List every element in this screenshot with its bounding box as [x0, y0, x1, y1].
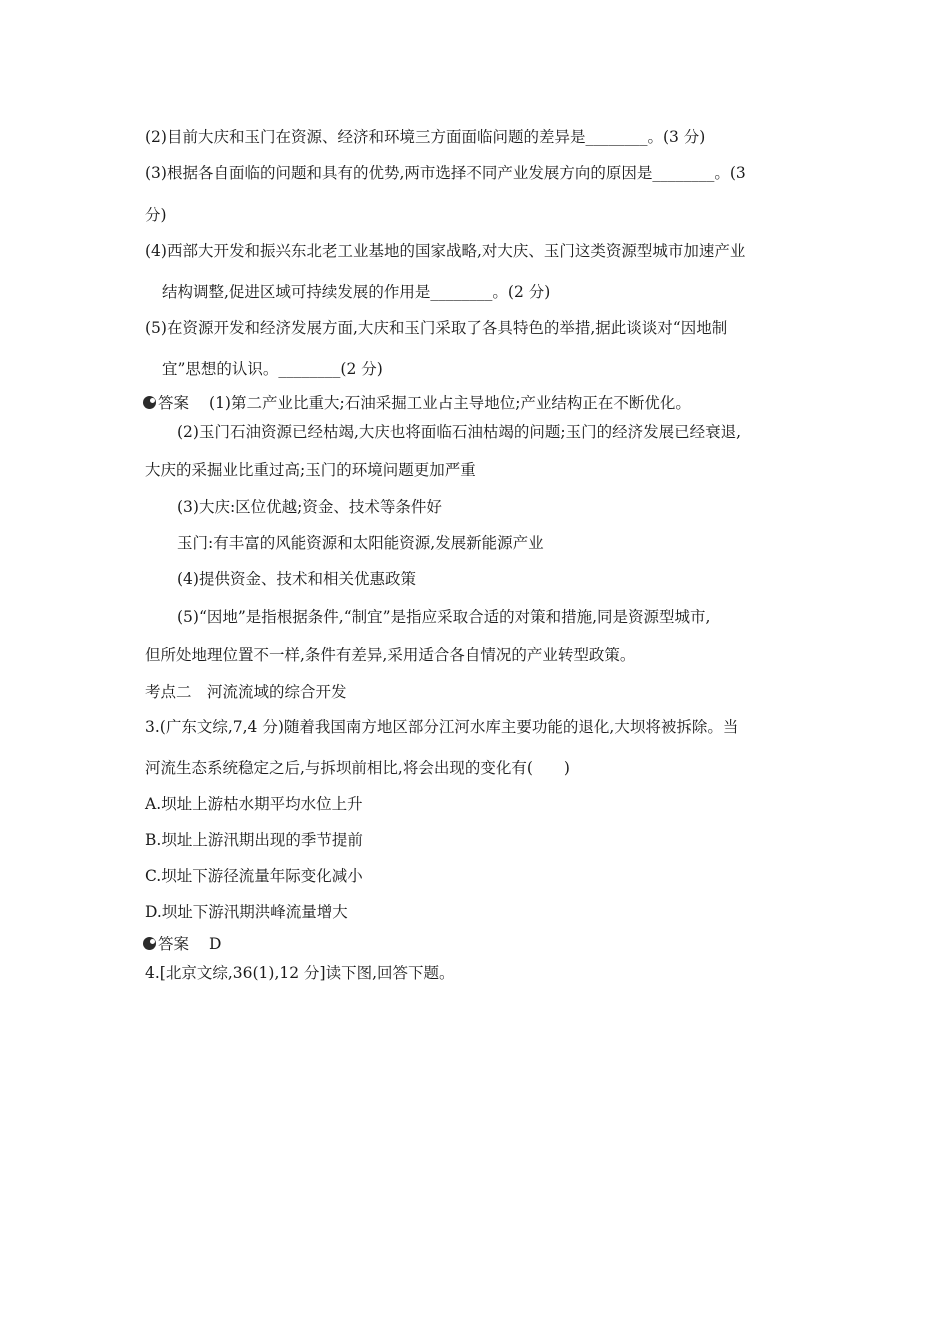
- section-heading: 考点二 河流流域的综合开发: [145, 683, 347, 701]
- answer-label: 答案: [158, 394, 190, 412]
- answer-block-2: [143, 934, 221, 954]
- answer-1-text: (1)第二产业比重大;石油采掘工业占主导地位;产业结构正在不断优化。: [209, 394, 691, 412]
- question-5-text: (5)在资源开发和经济发展方面,大庆和玉门采取了各具特色的举措,据此谈谈对“因地制: [145, 319, 728, 337]
- answer-4-text: (4)提供资金、技术和相关优惠政策: [177, 570, 416, 588]
- question-3-text: (3)根据各自面临的问题和具有的优势,两市选择不同产业发展方向的原因是________。(3: [145, 164, 746, 182]
- answer-2-text: (2)玉门石油资源已经枯竭,大庆也将面临石油枯竭的问题;玉门的经济发展已经衰退,: [177, 423, 742, 441]
- question-4-text-cont: 结构调整,促进区域可持续发展的作用是________。(2 分): [162, 283, 551, 301]
- option-c: C.坝址下游径流量年际变化减小: [145, 867, 363, 885]
- option-a: A.坝址上游枯水期平均水位上升: [145, 795, 363, 813]
- answer-icon: [143, 937, 156, 950]
- question-2-text: (2)目前大庆和玉门在资源、经济和环境三方面面临问题的差异是________。(3 分): [145, 128, 706, 146]
- question-3-stem: 3.(广东文综,7,4 分)随着我国南方地区部分江河水库主要功能的退化,大坝将被拆除。当: [145, 718, 739, 736]
- answer-3-text: (3)大庆:区位优越;资金、技术等条件好: [177, 498, 442, 516]
- question-3-stem-cont: 河流生态系统稳定之后,与拆坝前相比,将会出现的变化有( ): [145, 759, 570, 777]
- option-d: D.坝址下游汛期洪峰流量增大: [145, 903, 348, 921]
- answer-icon: [143, 396, 156, 409]
- question-4-stem: 4.[北京文综,36(1),12 分]读下图,回答下题。: [145, 964, 455, 982]
- answer-5-text: (5)“因地”是指根据条件,“制宜”是指应采取合适的对策和措施,同是资源型城市,: [177, 608, 711, 626]
- question-5-text-cont: 宜”思想的认识。________(2 分): [162, 360, 383, 378]
- answer-2-text-cont: 大庆的采掘业比重过高;玉门的环境问题更加严重: [145, 461, 476, 479]
- question-3-text-cont: 分): [145, 206, 167, 224]
- answer-label: 答案: [158, 935, 190, 953]
- question-4-text: (4)西部大开发和振兴东北老工业基地的国家战略,对大庆、玉门这类资源型城市加速产业: [145, 242, 746, 260]
- answer-3-text-cont: 玉门:有丰富的风能资源和太阳能资源,发展新能源产业: [177, 534, 544, 552]
- answer-value: D: [209, 935, 222, 953]
- answer-block-1: [143, 393, 691, 413]
- option-b: B.坝址上游汛期出现的季节提前: [145, 831, 363, 849]
- answer-5-text-cont: 但所处地理位置不一样,条件有差异,采用适合各自情况的产业转型政策。: [145, 646, 636, 664]
